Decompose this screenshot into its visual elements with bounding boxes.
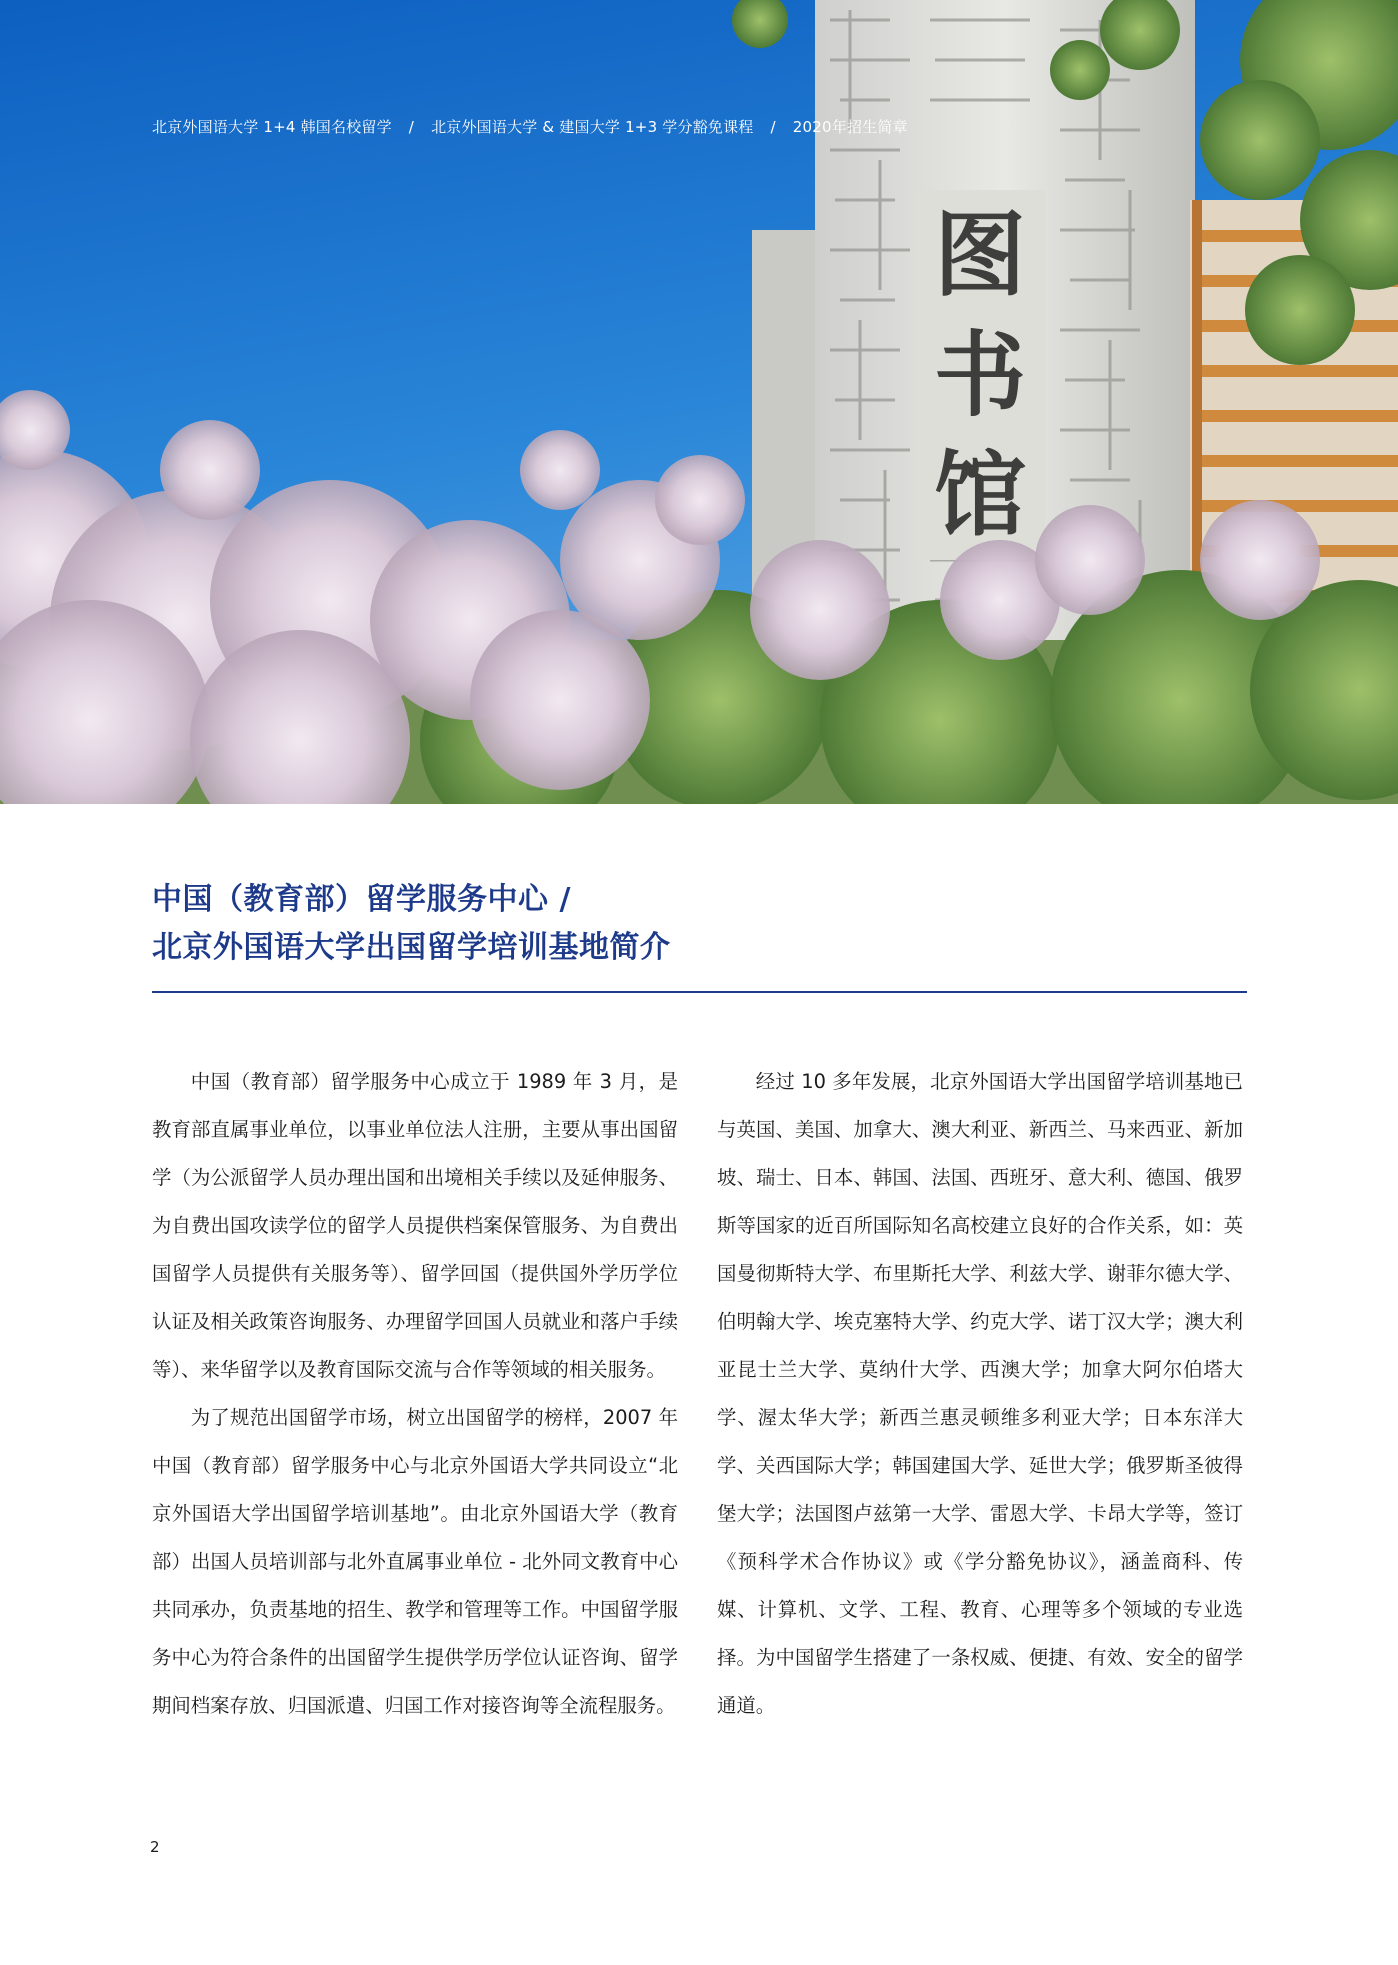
breadcrumb-item: 2020年招生简章 (792, 118, 908, 136)
title-divider (152, 991, 1247, 993)
right-column (717, 1058, 1243, 1730)
left-column (152, 1058, 678, 1730)
title-line-2: 北京外国语大学出国留学培训基地简介 (152, 930, 671, 965)
breadcrumb (152, 116, 908, 137)
breadcrumb-item: 北京外国语大学 & 建国大学 1+3 学分豁免课程 (431, 118, 754, 136)
paragraph: 经过 10 多年发展，北京外国语大学出国留学培训基地已与英国、美国、加拿大、澳大利亚、新西兰、马来西亚、新加坡、瑞士、日本、韩国、法国、西班牙、意大利、德国、俄罗斯等国家的近百所国际知名高校建立良好的合作关系，如：英国曼彻斯特大学、布里斯托大学、利兹大学、谢菲尔德大学、伯明翰大学、埃克塞特大学、约克大学、诺丁汉大学；澳大利亚昆士兰大学、莫纳什大学、西澳大学；加拿大阿尔伯塔大学、渥太华大学；新西兰惠灵顿维多利亚大学；日本东洋大学、关西国际大学；韩国建国大学、延世大学；俄罗斯圣彼得堡大学；法国图卢兹第一大学、雷恩大学、卡昂大学等，签订《预科学术合作协议》或《学分豁免协议》，涵盖商科、传媒、计算机、文学、工程、教育、心理等多个领域的专业选择。为中国留学生搭建了一条权威、便捷、有效、安全的留学通道。 (717, 1070, 1243, 1717)
breadcrumb-separator: / (770, 118, 776, 136)
paragraph: 为了规范出国留学市场，树立出国留学的榜样，2007 年中国（教育部）留学服务中心与北京外国语大学共同设立“北京外国语大学出国留学培训基地”。由北京外国语大学（教育部）出国人员培训部与北外直属事业单位 - 北外同文教育中心共同承办，负责基地的招生、教学和管理等工作。中国留学服务中心为符合条件的出国留学生提供学历学位认证咨询、留学期间档案存放、归国派遣、归国工作对接咨询等全流程服务。 (152, 1406, 678, 1717)
page-title (152, 876, 1252, 972)
page-number: 2 (150, 1838, 160, 1856)
paragraph: 中国（教育部）留学服务中心成立于 1989 年 3 月，是教育部直属事业单位，以事业单位法人注册，主要从事出国留学（为公派留学人员办理出国和出境相关手续以及延伸服务、为自费出国攻读学位的留学人员提供档案保管服务、为自费出国留学人员提供有关服务等）、留学回国（提供国外学历学位认证及相关政策咨询服务、办理留学回国人员就业和落户手续等）、来华留学以及教育国际交流与合作等领域的相关服务。 (152, 1070, 678, 1381)
title-line-1: 中国（教育部）留学服务中心 / (152, 882, 571, 917)
breadcrumb-item: 北京外国语大学 1+4 韩国名校留学 (152, 118, 392, 136)
breadcrumb-separator: / (408, 118, 415, 136)
library-sign: 图书馆 (933, 201, 1026, 549)
